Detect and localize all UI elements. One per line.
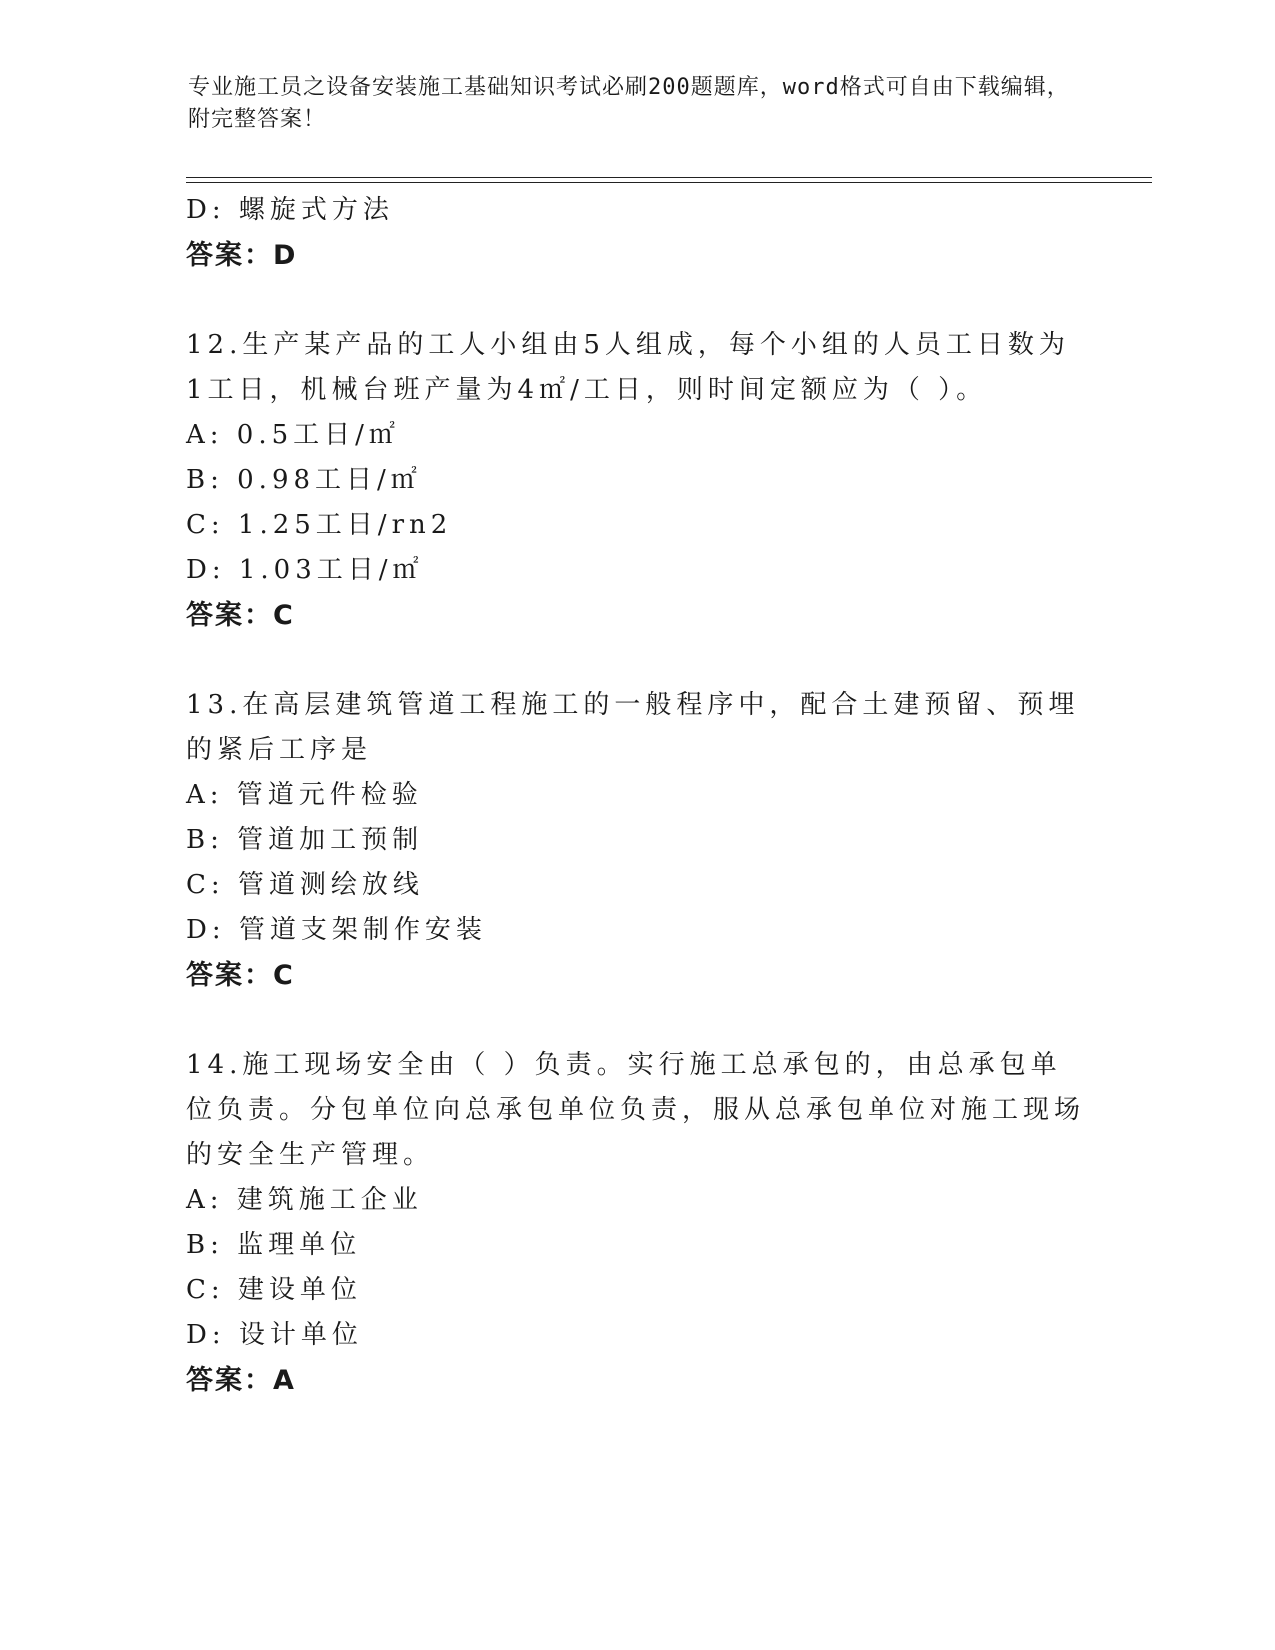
question-13 [186, 683, 1086, 998]
question-stem: 12.生产某产品的工人小组由5人组成，每个小组的人员工日数为1工日，机械台班产量为4㎡/工日，则时间定额应为（ ）。 [186, 330, 1070, 405]
answer-line: 答案：C [186, 960, 295, 991]
question-12 [186, 323, 1086, 638]
option-d: D: 设计单位 [186, 1320, 363, 1350]
answer-line: 答案：A [186, 1365, 296, 1396]
question-stem: 13.在高层建筑管道工程施工的一般程序中，配合土建预留、预埋的紧后工序是 [186, 690, 1080, 765]
option-b: B: 管道加工预制 [186, 825, 424, 855]
option-a: A: 管道元件检验 [186, 780, 423, 810]
header-divider-top [186, 177, 1152, 178]
option-d: D: 1.03工日/㎡ [186, 555, 424, 585]
document-content [186, 188, 1086, 1403]
previous-question-tail [186, 188, 1086, 278]
answer-line: 答案：C [186, 600, 295, 631]
option-c: C: 1.25工日/rn2 [186, 510, 453, 540]
option-c: C: 管道测绘放线 [186, 870, 424, 900]
option-b: B: 监理单位 [186, 1230, 362, 1260]
answer-line: 答案：D [186, 240, 298, 271]
option-a: A: 0.5工日/㎡ [186, 420, 400, 450]
option-b: B: 0.98工日/㎡ [186, 465, 422, 495]
option-d: D: 管道支架制作安装 [186, 915, 487, 945]
option-a: A: 建筑施工企业 [186, 1185, 423, 1215]
option-c: C: 建设单位 [186, 1275, 362, 1305]
question-14 [186, 1043, 1086, 1403]
document-header: 专业施工员之设备安装施工基础知识考试必刷200题题库，word格式可自由下载编辑，附完整答案！ [188, 75, 1070, 132]
header-divider-bottom [186, 182, 1152, 183]
question-stem: 14.施工现场安全由（ ）负责。实行施工总承包的，由总承包单位负责。分包单位向总承包单位负责，服从总承包单位对施工现场的安全生产管理。 [186, 1050, 1086, 1170]
option-d: D: 螺旋式方法 [186, 195, 394, 225]
